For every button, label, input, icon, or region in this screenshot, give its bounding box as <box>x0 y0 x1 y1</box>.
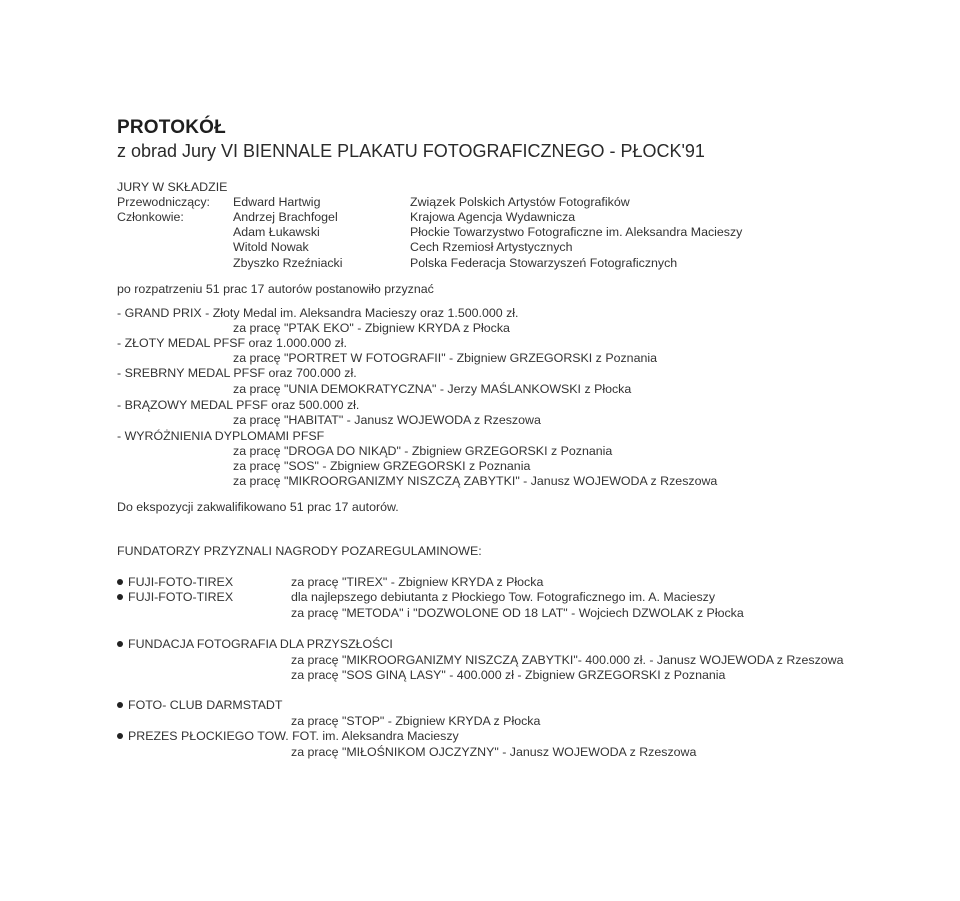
founder-item <box>117 729 459 744</box>
award-work: za pracę "HABITAT" - Janusz WOJEWODA z Rzeszowa <box>233 413 541 427</box>
bullet-icon <box>117 641 123 647</box>
jury-member-name: Andrzej Brachfogel <box>233 210 338 224</box>
bullet-icon <box>117 579 123 585</box>
jury-heading: JURY W SKŁADZIE <box>117 180 228 194</box>
bullet-icon <box>117 733 123 739</box>
award-label: - GRAND PRIX - Złoty Medal im. Aleksandra Macieszy oraz 1.500.000 zł. <box>117 306 519 320</box>
jury-member-org: Cech Rzemiosł Artystycznych <box>410 240 573 254</box>
award-label: - BRĄZOWY MEDAL PFSF oraz 500.000 zł. <box>117 398 360 412</box>
award-work: za pracę "MIKROORGANIZMY NISZCZĄ ZABYTKI" - Janusz WOJEWODA z Rzeszowa <box>233 474 718 488</box>
founder-name: FUJI-FOTO-TIREX <box>128 575 234 589</box>
founder-name: FUNDACJA FOTOGRAFIA DLA PRZYSZŁOŚCI <box>128 637 393 651</box>
jury-member-org: Płockie Towarzystwo Fotograficzne im. Aleksandra Macieszy <box>410 225 743 239</box>
founder-detail: za pracę "MIKROORGANIZMY NISZCZĄ ZABYTKI"- 400.000 zł. - Janusz WOJEWODA z Rzeszowa <box>291 653 844 667</box>
decision-intro: po rozpatrzeniu 51 prac 17 autorów postanowiło przyznać <box>117 282 434 296</box>
founder-detail: dla najlepszego debiutanta z Płockiego Tow. Fotograficznego im. A. Macieszy <box>291 590 716 604</box>
founder-detail: za pracę "SOS GINĄ LASY" - 400.000 zł - Zbigniew GRZEGORSKI z Poznania <box>291 668 726 682</box>
qualified-note: Do ekspozycji zakwalifikowano 51 prac 17 autorów. <box>117 500 399 514</box>
founders-heading: FUNDATORZY PRZYZNALI NAGRODY POZAREGULAMINOWE: <box>117 544 482 558</box>
jury-member-org: Związek Polskich Artystów Fotografików <box>410 195 630 209</box>
bullet-icon <box>117 594 123 600</box>
document-subtitle: z obrad Jury VI BIENNALE PLAKATU FOTOGRAFICZNEGO - PŁOCK'91 <box>117 141 705 161</box>
founder-item <box>117 698 282 713</box>
jury-member-name: Witold Nowak <box>233 240 309 254</box>
founder-detail: za pracę "STOP" - Zbigniew KRYDA z Płocka <box>291 714 541 728</box>
award-label: - SREBRNY MEDAL PFSF oraz 700.000 zł. <box>117 366 357 380</box>
founder-name: FOTO- CLUB DARMSTADT <box>128 698 283 712</box>
award-work: za pracę "PTAK EKO" - Zbigniew KRYDA z Płocka <box>233 321 510 335</box>
award-work: za pracę "PORTRET W FOTOGRAFII" - Zbigniew GRZEGORSKI z Poznania <box>233 351 657 365</box>
document-title: PROTOKÓŁ <box>117 117 226 138</box>
chair-label: Przewodniczący: <box>117 195 210 209</box>
bullet-icon <box>117 702 123 708</box>
jury-member-name: Zbyszko Rzeźniacki <box>233 256 343 270</box>
jury-member-name: Edward Hartwig <box>233 195 321 209</box>
award-label: - ZŁOTY MEDAL PFSF oraz 1.000.000 zł. <box>117 336 348 350</box>
founder-detail: za pracę "METODA" i "DOZWOLONE OD 18 LAT" - Wojciech DZWOLAK z Płocka <box>291 606 744 620</box>
award-work: za pracę "DROGA DO NIKĄD" - Zbigniew GRZEGORSKI z Poznania <box>233 444 613 458</box>
founder-item <box>117 575 233 590</box>
jury-member-org: Polska Federacja Stowarzyszeń Fotograficznych <box>410 256 678 270</box>
jury-member-name: Adam Łukawski <box>233 225 320 239</box>
founder-detail: za pracę "MIŁOŚNIKOM OJCZYZNY" - Janusz WOJEWODA z Rzeszowa <box>291 745 697 759</box>
award-label: - WYRÓŻNIENIA DYPLOMAMI PFSF <box>117 429 325 443</box>
founder-item <box>117 637 393 652</box>
founder-item <box>117 590 233 605</box>
founder-name: PREZES PŁOCKIEGO TOW. FOT. im. Aleksandra Macieszy <box>128 729 459 743</box>
award-work: za pracę "UNIA DEMOKRATYCZNA" - Jerzy MAŚLANKOWSKI z Płocka <box>233 382 632 396</box>
jury-member-org: Krajowa Agencja Wydawnicza <box>410 210 576 224</box>
members-label: Członkowie: <box>117 210 184 224</box>
founder-detail: za pracę "TIREX" - Zbigniew KRYDA z Płocka <box>291 575 544 589</box>
founder-name: FUJI-FOTO-TIREX <box>128 590 234 604</box>
award-work: za pracę "SOS" - Zbigniew GRZEGORSKI z Poznania <box>233 459 531 473</box>
